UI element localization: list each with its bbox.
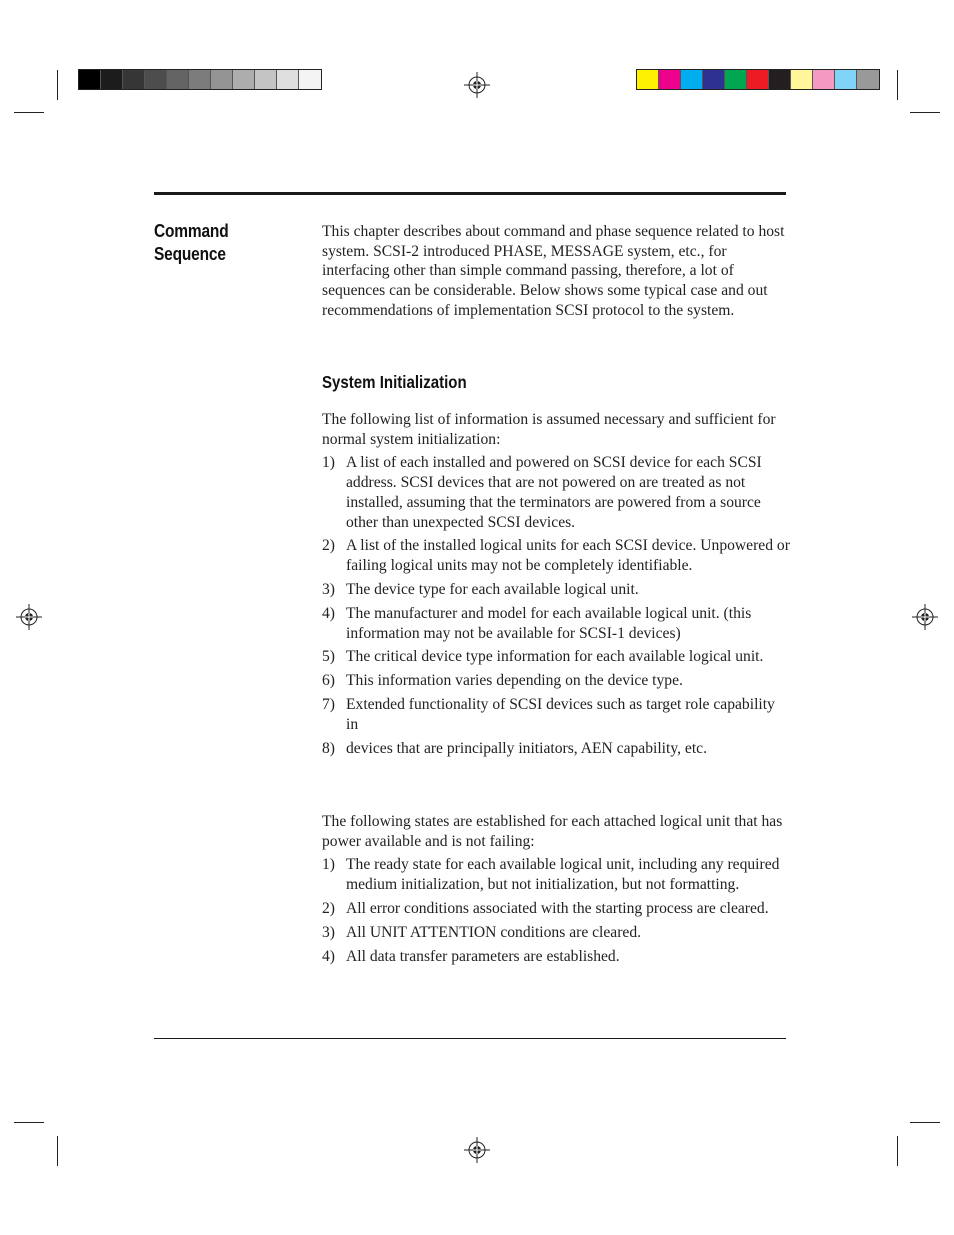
list-item-text: This information varies depending on the device type. [346,672,683,690]
subsection-heading: System Initialization [322,372,467,392]
color-swatch [101,70,123,89]
list-item-number: 4) [322,604,335,622]
list-item-number: 5) [322,648,335,666]
list-item-number: 4) [322,947,335,965]
section-heading-line: Sequence [154,244,226,264]
crop-mark [897,70,898,100]
list-item-text: A list of the installed logical units for each SCSI device. Unpowered or failing logical units may not be completely identifiable. [346,537,790,575]
list-item-number: 6) [322,672,335,690]
intro-paragraph: This chapter describes about command and phase sequence related to host system. SCSI-2 introduced PHASE, MESSAGE system, etc., for interfacing other than simple command passing, therefore, a lot of sequences can be considerable. Below shows some typical case and out recommendations of implementation SCSI protocol to the system. [322,223,785,319]
crop-mark [14,112,44,113]
list-item-text: All data transfer parameters are established. [346,947,620,965]
color-swatch [233,70,255,89]
list-item-number: 1) [322,454,335,472]
color-swatch [211,70,233,89]
paragraph: The following list of information is assumed necessary and sufficient for normal system initialization: [322,411,776,448]
registration-mark-icon [912,604,938,630]
color-swatch [79,70,101,89]
color-swatch [145,70,167,89]
crop-mark [897,1136,898,1166]
grayscale-calibration-bar [78,69,322,90]
list-item-text: The device type for each available logical unit. [346,581,639,598]
list-item-number: 3) [322,581,335,598]
list-item-text: The critical device type information for each available logical unit. [346,648,764,666]
color-swatch [835,70,857,89]
color-swatch [747,70,769,89]
list-item-text: The manufacturer and model for each available logical unit. (this information may not be available for SCSI-1 devices) [346,604,752,642]
color-swatch [857,70,879,89]
color-swatch [123,70,145,89]
list-item-text: All error conditions associated with the starting process are cleared. [346,900,769,917]
crop-mark [14,1122,44,1123]
information-list [322,453,790,758]
states-list [322,855,790,966]
crop-mark [57,1136,58,1166]
paragraph: The following states are established for each attached logical unit that has power available and is not failing: [322,813,783,850]
registration-mark-icon [464,1137,490,1163]
color-swatch [659,70,681,89]
color-swatch [167,70,189,89]
color-swatch [813,70,835,89]
list-item [322,580,790,600]
color-swatch [681,70,703,89]
color-swatch [299,70,321,89]
registration-mark-icon [464,72,490,98]
crop-mark [910,112,940,113]
top-rule [154,192,786,195]
list-item [322,695,790,734]
list-item [322,947,790,967]
list-item [322,536,790,575]
section-heading-line: Command [154,221,229,241]
list-item-text: Extended functionality of SCSI devices such as target role capability in [346,696,775,733]
color-swatch [725,70,747,89]
list-item-number: 3) [322,923,335,941]
intro-block [322,222,792,321]
list-item [322,453,790,532]
list-item-text: A list of each installed and powered on SCSI device for each SCSI address. SCSI devices that are not powered on are treated as not installed, assuming that the terminators are powered from a source other than unexpected SCSI devices. [346,454,762,531]
color-swatch [769,70,791,89]
color-swatch [703,70,725,89]
list-item [322,604,790,643]
list-item [322,671,790,691]
list-item-text: devices that are principally initiators, AEN capability, etc. [346,739,707,757]
list-item-text: All UNIT ATTENTION conditions are cleared. [346,923,642,941]
color-swatch [791,70,813,89]
color-swatch [637,70,659,89]
states-block [322,812,790,971]
information-block [322,410,790,763]
color-swatch [189,70,211,89]
list-item-number: 7) [322,696,335,714]
list-item [322,899,790,919]
color-swatch [255,70,277,89]
list-item [322,923,790,943]
registration-mark-icon [16,604,42,630]
list-item-number: 2) [322,537,335,555]
color-calibration-bar [636,69,880,90]
list-item-number: 1) [322,856,335,874]
list-item-text: The ready state for each available logical unit, including any required medium initialization, but not initialization, but not formatting. [346,856,780,894]
color-swatch [277,70,299,89]
crop-mark [910,1122,940,1123]
list-item [322,647,790,667]
list-item [322,855,790,894]
section-heading [154,220,283,266]
list-item-number: 8) [322,739,335,757]
crop-mark [57,70,58,100]
list-item-number: 2) [322,900,335,917]
list-item [322,739,790,759]
bottom-rule [154,1038,786,1039]
